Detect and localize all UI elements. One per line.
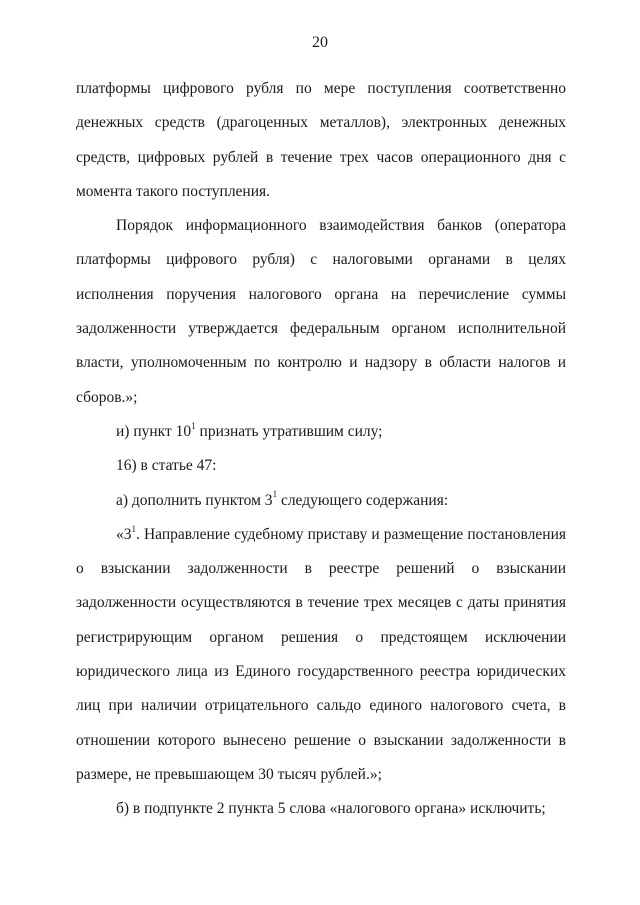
paragraph-item-a-sup: 1 (272, 489, 278, 500)
document-body (76, 72, 566, 827)
paragraph-article-47: 16) в статье 47: (116, 457, 217, 475)
paragraph-point-3-1-sup: 1 (131, 523, 136, 534)
paragraph-item-a-before: а) дополнить пунктом 3 (116, 491, 273, 509)
paragraph-item-b: б) в подпункте 2 пункта 5 слова «налогового органа» исключить; (116, 800, 546, 818)
page-number: 20 (312, 34, 328, 51)
paragraph-item-i-after: признать утратившим силу; (195, 422, 383, 440)
paragraph-item-i-sup: 1 (191, 420, 196, 431)
paragraph-point-3-1-after: . Направление судебному приставу и размещение постановления о взыскании задолженности в реестре решений о взыскании задолженности осуществляются в течение трех месяцев с даты принятия регистрирующим органом решения о предстоящем исключении юридического лица из Единого государственного реестра юридических лиц при наличии отрицательного сальдо единого налогового счета, в отношении которого вынесено решение о взыскании задолженности в размере, не превышающем 30 тысяч рублей.»; (76, 525, 566, 783)
paragraph-item-i-before: и) пункт 10 (116, 422, 192, 440)
paragraph-item-a (76, 484, 566, 518)
paragraph-point-3-1-before: «3 (116, 525, 132, 543)
paragraph-interaction-procedure: Порядок информационного взаимодействия банков (оператора платформы цифрового рубля) с налоговыми органами в целях исполнения поручения налогового органа на перечисление суммы задолженности утверждается федеральным органом исполнительной власти, уполномоченным по контролю и надзору в области налогов и сборов.»; (76, 217, 566, 406)
paragraph-point-3-1 (76, 518, 566, 792)
paragraph-item-a-after: следующего содержания: (277, 491, 449, 509)
paragraph-continuation: платформы цифрового рубля по мере поступления соответственно денежных средств (драгоценных металлов), электронных денежных средств, цифровых рублей в течение трех часов операционного дня с момента такого поступления. (76, 80, 566, 200)
paragraph-item-i (76, 415, 566, 449)
